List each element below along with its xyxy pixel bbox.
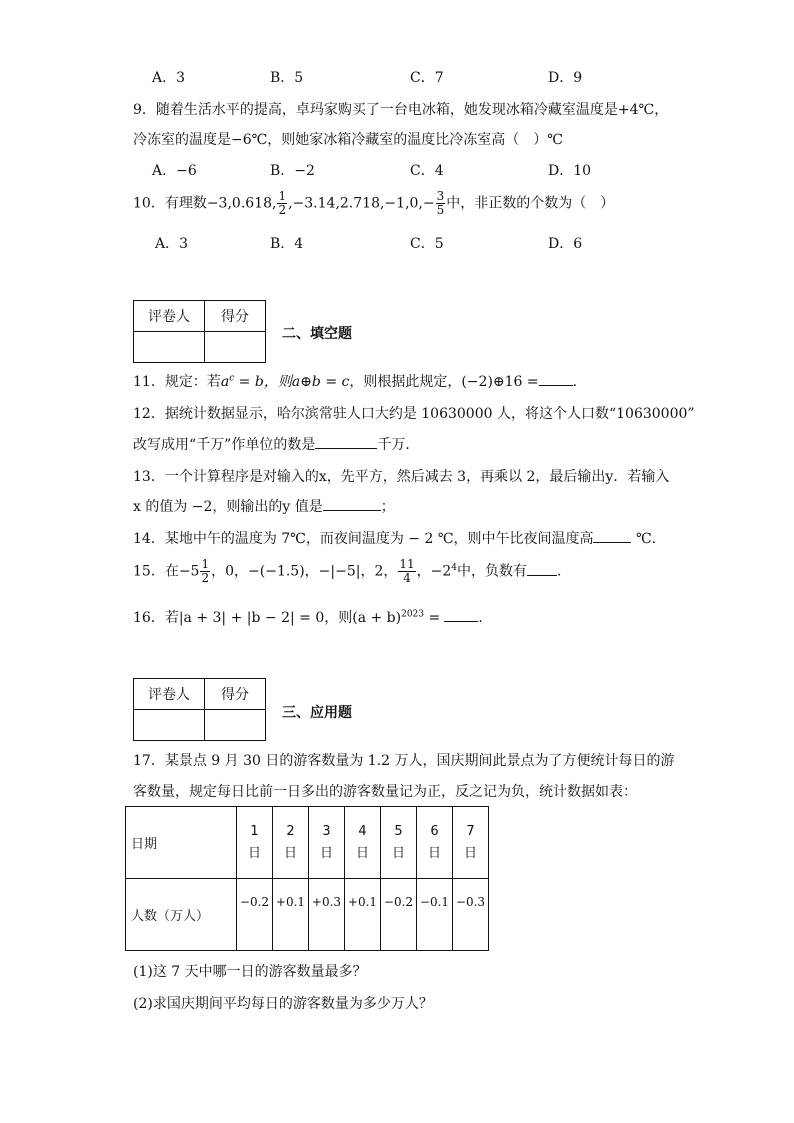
tourist-data-table (125, 806, 489, 951)
q9-line1: 9．随着生活水平的提高，卓玛家购买了一台电冰箱，她发现冰箱冷藏室温度是+4℃， (133, 102, 669, 118)
q14: 14．某地中午的温度为 7℃，而夜间温度为 − 2 ℃，则中午比夜间温度高 ℃. (133, 528, 656, 548)
q17-line2: 客数量，规定每日比前一日多出的游客数量记为正，反之记为负，统计数据如表： (133, 784, 637, 800)
day-cell-5: 5 日 (381, 807, 417, 879)
q9-option-b: B．−2 (270, 163, 315, 179)
value-cell-5: −0.2 (381, 879, 417, 951)
q9-option-a: A．−6 (152, 163, 197, 179)
section3-title: 三、应用题 (282, 705, 352, 721)
q9-option-d: D．10 (548, 163, 592, 179)
score-label: 得分 (205, 679, 266, 710)
q15: 15．在−5 $\frac{1}{2}$ ，0，−(−1.5)，−|−5|，2， $\frac{11}{4}$ ，$-2^4$中，负数有 . (133, 557, 562, 585)
table-row (126, 807, 489, 879)
q12-line1: 12．据统计数据显示，哈尔滨常驻人口大约是 10630000 人，将这个人口数“10630000” (133, 406, 695, 422)
q11: 11．规定：若$a^c = b$，则a⊕b = c，则根据此规定，(−2)⊕16 = . (133, 371, 577, 391)
q13-line1: 13．一个计算程序是对输入的x，先平方，然后减去 3，再乘以 2，最后输出y．若输入 (133, 469, 670, 485)
q17-line1: 17．某景点 9 月 30 日的游客数量为 1.2 万人，国庆期间此景点为了方便统计每日的游 (133, 753, 675, 769)
day-cell-3: 3 日 (309, 807, 345, 879)
reviewer-label: 评卷人 (134, 679, 205, 710)
q17-sub2: (2)求国庆期间平均每日的游客数量为多少万人？ (133, 996, 433, 1012)
fraction-eleven-fourths: $\frac{11}{4}$ (399, 557, 415, 585)
q9-option-c: C．4 (410, 163, 444, 179)
reviewer-label: 评卷人 (134, 301, 205, 332)
q8-option-d: D．9 (548, 70, 583, 86)
value-cell-2: +0.1 (273, 879, 309, 951)
q10-option-a: A．3 (155, 236, 189, 252)
value-cell-6: −0.1 (417, 879, 453, 951)
q8-option-c: C．7 (410, 70, 444, 86)
q17-sub1: (1)这 7 天中哪一日的游客数量最多？ (133, 964, 367, 980)
q14-answer-blank[interactable] (593, 528, 631, 543)
value-cell-7: −0.3 (453, 879, 489, 951)
fraction-one-half: $\frac{1}{2}$ (278, 189, 287, 217)
q10-option-c: C．5 (410, 236, 444, 252)
score-box-section2 (133, 300, 266, 363)
q13-answer-blank[interactable] (323, 496, 381, 511)
score-label: 得分 (205, 301, 266, 332)
q10-option-d: D．6 (548, 236, 583, 252)
count-header: 人数（万人） (126, 879, 237, 951)
day-cell-1: 1 日 (237, 807, 273, 879)
q10-option-b: B．4 (270, 236, 304, 252)
value-cell-1: −0.2 (237, 879, 273, 951)
reviewer-cell (134, 710, 205, 741)
value-cell-4: +0.1 (345, 879, 381, 951)
day-cell-7: 7 日 (453, 807, 489, 879)
q8-option-a: A．3 (152, 70, 186, 86)
score-box-section3 (133, 678, 266, 741)
score-cell (205, 710, 266, 741)
q9-line2: 冷冻室的温度是−6℃，则她家冰箱冷藏室的温度比冷冻室高（ ）℃ (133, 132, 563, 148)
q15-answer-blank[interactable] (527, 561, 557, 576)
reviewer-cell (134, 332, 205, 363)
day-cell-6: 6 日 (417, 807, 453, 879)
fraction-three-fifths: $\frac{3}{5}$ (436, 189, 445, 217)
q12-line2: 改写成用“千万”作单位的数是 千万． (133, 434, 419, 454)
score-cell (205, 332, 266, 363)
table-row (126, 879, 489, 951)
date-header: 日期 (126, 807, 237, 879)
day-cell-2: 2 日 (273, 807, 309, 879)
section2-title: 二、填空题 (282, 326, 352, 342)
q13-line2: x 的值为 −2，则输出的y 值是 ； (133, 496, 395, 516)
q8-option-b: B．5 (270, 70, 304, 86)
day-cell-4: 4 日 (345, 807, 381, 879)
q16-answer-blank[interactable] (444, 607, 478, 622)
fraction-one-half: $\frac{1}{2}$ (201, 557, 210, 585)
value-cell-3: +0.3 (309, 879, 345, 951)
q10-stem: 10．有理数−3,0.618, $\frac{1}{2}$ ,−3.14,2.718,−1,0,− $\frac{3}{5}$ 中，非正数的个数为（ ） (133, 189, 615, 217)
q16: 16．若|a + 3| + |b − 2| = 0，则$(a + b)^{2023}$ = . (133, 607, 483, 627)
q12-answer-blank[interactable] (315, 434, 377, 449)
q11-answer-blank[interactable] (539, 371, 573, 386)
